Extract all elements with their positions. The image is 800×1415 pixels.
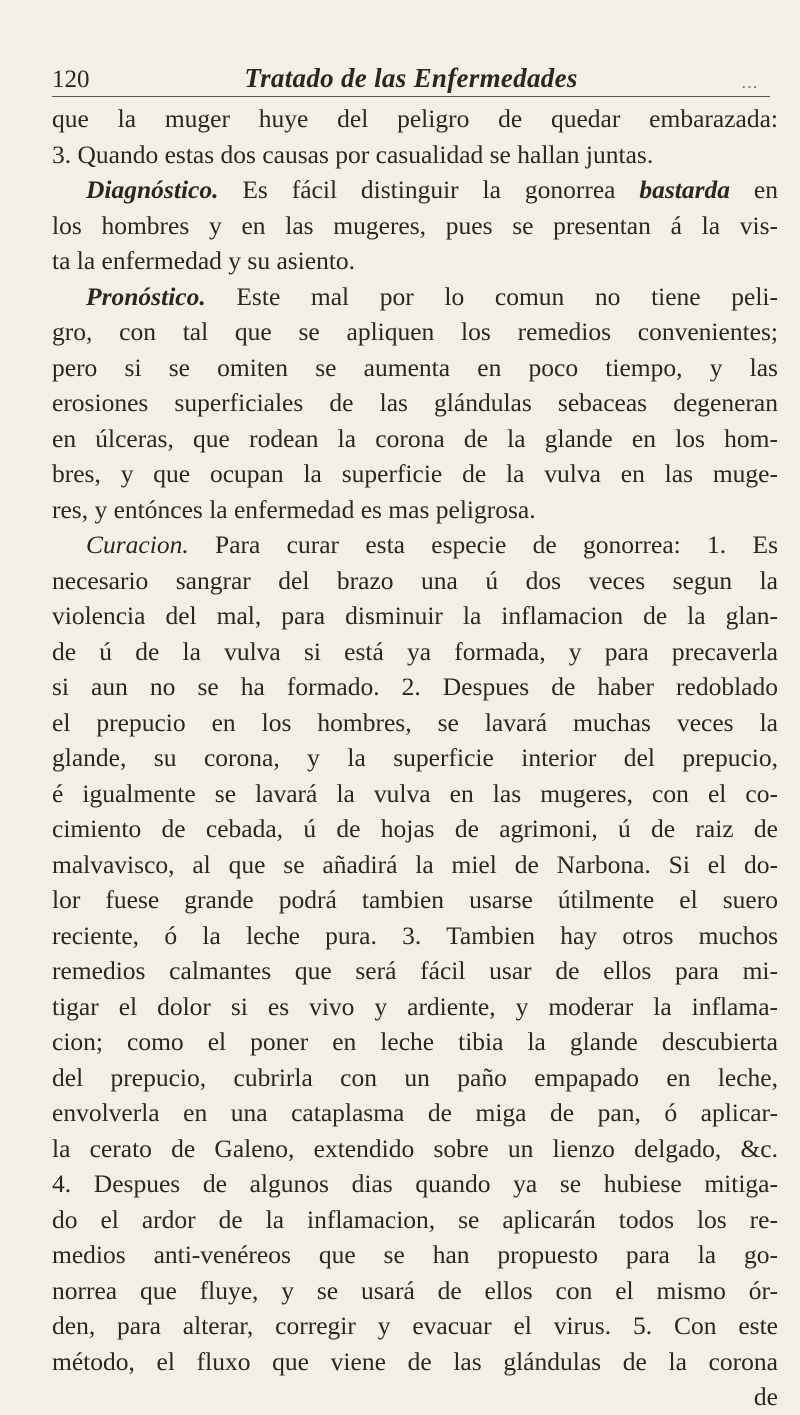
text-line: é igualmente se lavará la vulva en las mugeres, con el co- [52, 778, 778, 808]
text-line: medios anti-venéreos que se han propuesto para la go- [52, 1240, 778, 1269]
text-line: necesario sangrar del brazo una ú dos veces segun la [52, 565, 778, 595]
text-line: cimiento de cebada, ú de hojas de agrimoni, ú de raiz de [52, 814, 778, 843]
text-line: envolverla en una cataplasma de miga de pan, ó aplicar- [52, 1098, 778, 1127]
section-heading-curacion: Curacion. [86, 530, 189, 559]
text-line: de ú de la vulva si está ya formada, y para precaverla [52, 636, 778, 666]
text-line: si aun no se ha formado. 2. Despues de haber redoblado [52, 672, 778, 701]
text-line: lor fuese grande podrá tambien usarse útilmente el suero [52, 885, 778, 914]
text-line: Diagnóstico. Es fácil distinguir la gonorrea bastarda en [86, 175, 778, 204]
section-heading-diagnostico: Diagnóstico. [86, 175, 219, 204]
text-line: bres, y que ocupan la superficie de la vulva en las muge- [52, 459, 778, 488]
text-line: remedios calmantes que será fácil usar de ellos para mi- [52, 956, 778, 985]
header-ornament: ... [740, 72, 758, 93]
text-line: malvavisco, al que se añadirá la miel de Narbona. Si el do- [52, 849, 778, 879]
text-line: ta la enfermedad y su asiento. [52, 246, 356, 275]
text-line: el prepucio en los hombres, se lavará muchas veces la [52, 707, 778, 737]
text-line: do el ardor de la inflamacion, se aplicarán todos los re- [52, 1204, 778, 1234]
text-line: violencia del mal, para disminuir la inflamacion de la glan- [52, 601, 778, 630]
section-heading-pronostico: Pronóstico. [86, 281, 206, 311]
text-line: cion; como el poner en leche tibia la glande descubierta [52, 1027, 778, 1056]
text-line: gro, con tal que se apliquen los remedios convenientes; [52, 317, 778, 346]
text-line: glande, su corona, y la superficie interior del prepucio, [52, 743, 778, 772]
text-line: erosiones superficiales de las glándulas sebaceas degeneran [52, 388, 778, 417]
text-line: norrea que fluye, y se usará de ellos con el mismo ór- [52, 1275, 778, 1305]
text-line: Pronóstico. Este mal por lo comun no tiene peli- [86, 281, 778, 311]
text-line: 4. Despues de algunos dias quando ya se hubiese mitiga- [52, 1169, 778, 1198]
catchword: de [753, 1382, 778, 1411]
text-line: los hombres y en las mugeres, pues se presentan á la vis- [52, 210, 778, 240]
text-line: la cerato de Galeno, extendido sobre un lienzo delgado, &c. [52, 1133, 778, 1163]
running-title: Tratado de las Enfermedades [244, 63, 578, 93]
text-line: res, y entónces la enfermedad es mas peligrosa. [52, 494, 536, 524]
text-line: tigar el dolor si es vivo y ardiente, y moderar la inflama- [52, 991, 778, 1021]
text-line: método, el fluxo que viene de las glándulas de la corona [52, 1346, 778, 1376]
text-line: que la muger huye del peligro de quedar embarazada: [52, 104, 778, 133]
emphasis-bastarda: bastarda [639, 175, 731, 204]
page-header [52, 60, 770, 97]
text-line: den, para alterar, corregir y evacuar el virus. 5. Con este [52, 1311, 778, 1340]
body-text [52, 101, 778, 1415]
text-line: del prepucio, cubrirla con un paño empapado en leche, [52, 1062, 778, 1092]
text-line: reciente, ó la leche pura. 3. Tambien hay otros muchos [52, 920, 778, 950]
text-line: en úlceras, que rodean la corona de la glande en los hom- [52, 423, 778, 453]
text-line: pero si se omiten se aumenta en poco tiempo, y las [52, 352, 778, 382]
text-line: Curacion. Para curar esta especie de gonorrea: 1. Es [86, 530, 778, 559]
text-line: 3. Quando estas dos causas por casualidad se hallan juntas. [52, 139, 654, 169]
page-number: 120 [52, 66, 90, 93]
